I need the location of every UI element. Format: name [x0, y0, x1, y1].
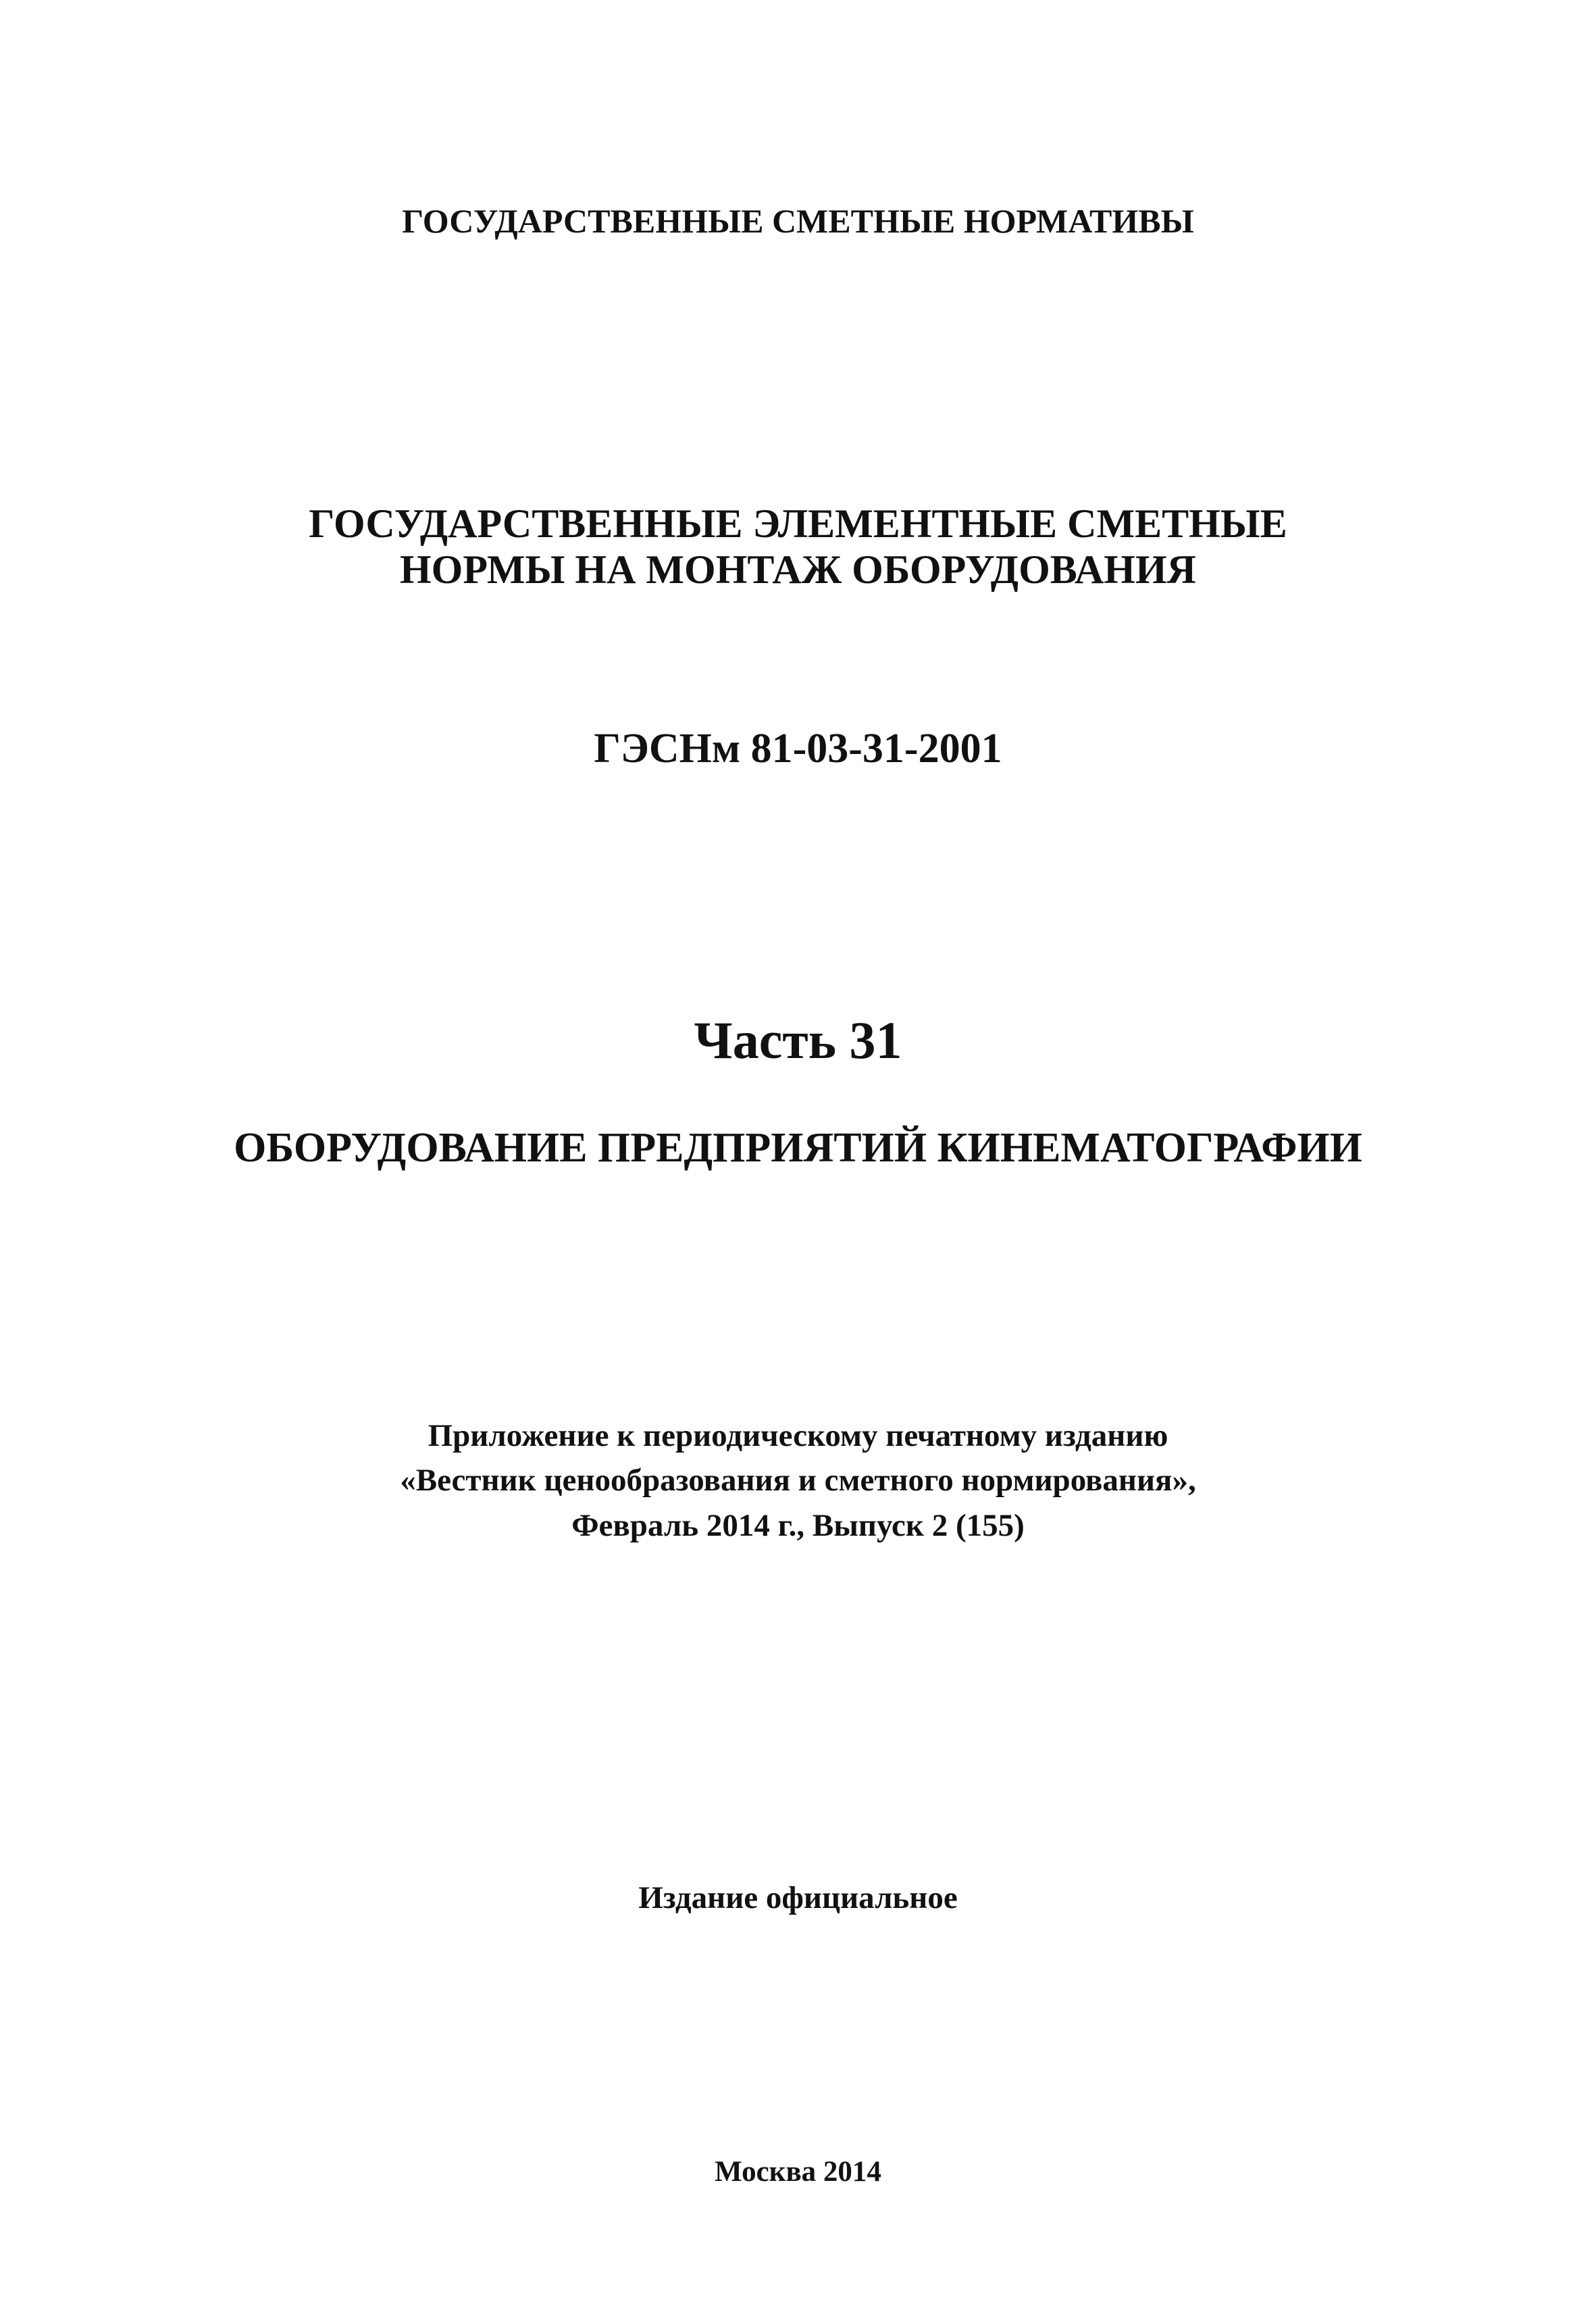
city-year: Москва 2014 — [715, 2156, 881, 2188]
document-title-line-1: ГОСУДАРСТВЕННЫЕ ЭЛЕМЕНТНЫЕ СМЕТНЫЕ — [309, 501, 1287, 546]
edition-note: Издание официальное — [638, 1880, 958, 1915]
appendix-line-1: Приложение к периодическому печатному изданию — [428, 1418, 1168, 1453]
document-code: ГЭСНм 81-03-31-2001 — [594, 726, 1002, 772]
appendix-line-3: Февраль 2014 г., Выпуск 2 (155) — [571, 1508, 1025, 1543]
part-number: Часть 31 — [694, 1011, 902, 1070]
document-header: ГОСУДАРСТВЕННЫЕ СМЕТНЫЕ НОРМАТИВЫ — [402, 202, 1194, 240]
appendix-line-2: «Вестник ценообразования и сметного нормирования», — [400, 1463, 1196, 1498]
document-title-line-2: НОРМЫ НА МОНТАЖ ОБОРУДОВАНИЯ — [400, 547, 1196, 592]
part-subtitle: ОБОРУДОВАНИЕ ПРЕДПРИЯТИЙ КИНЕМАТОГРАФИИ — [234, 1125, 1362, 1171]
